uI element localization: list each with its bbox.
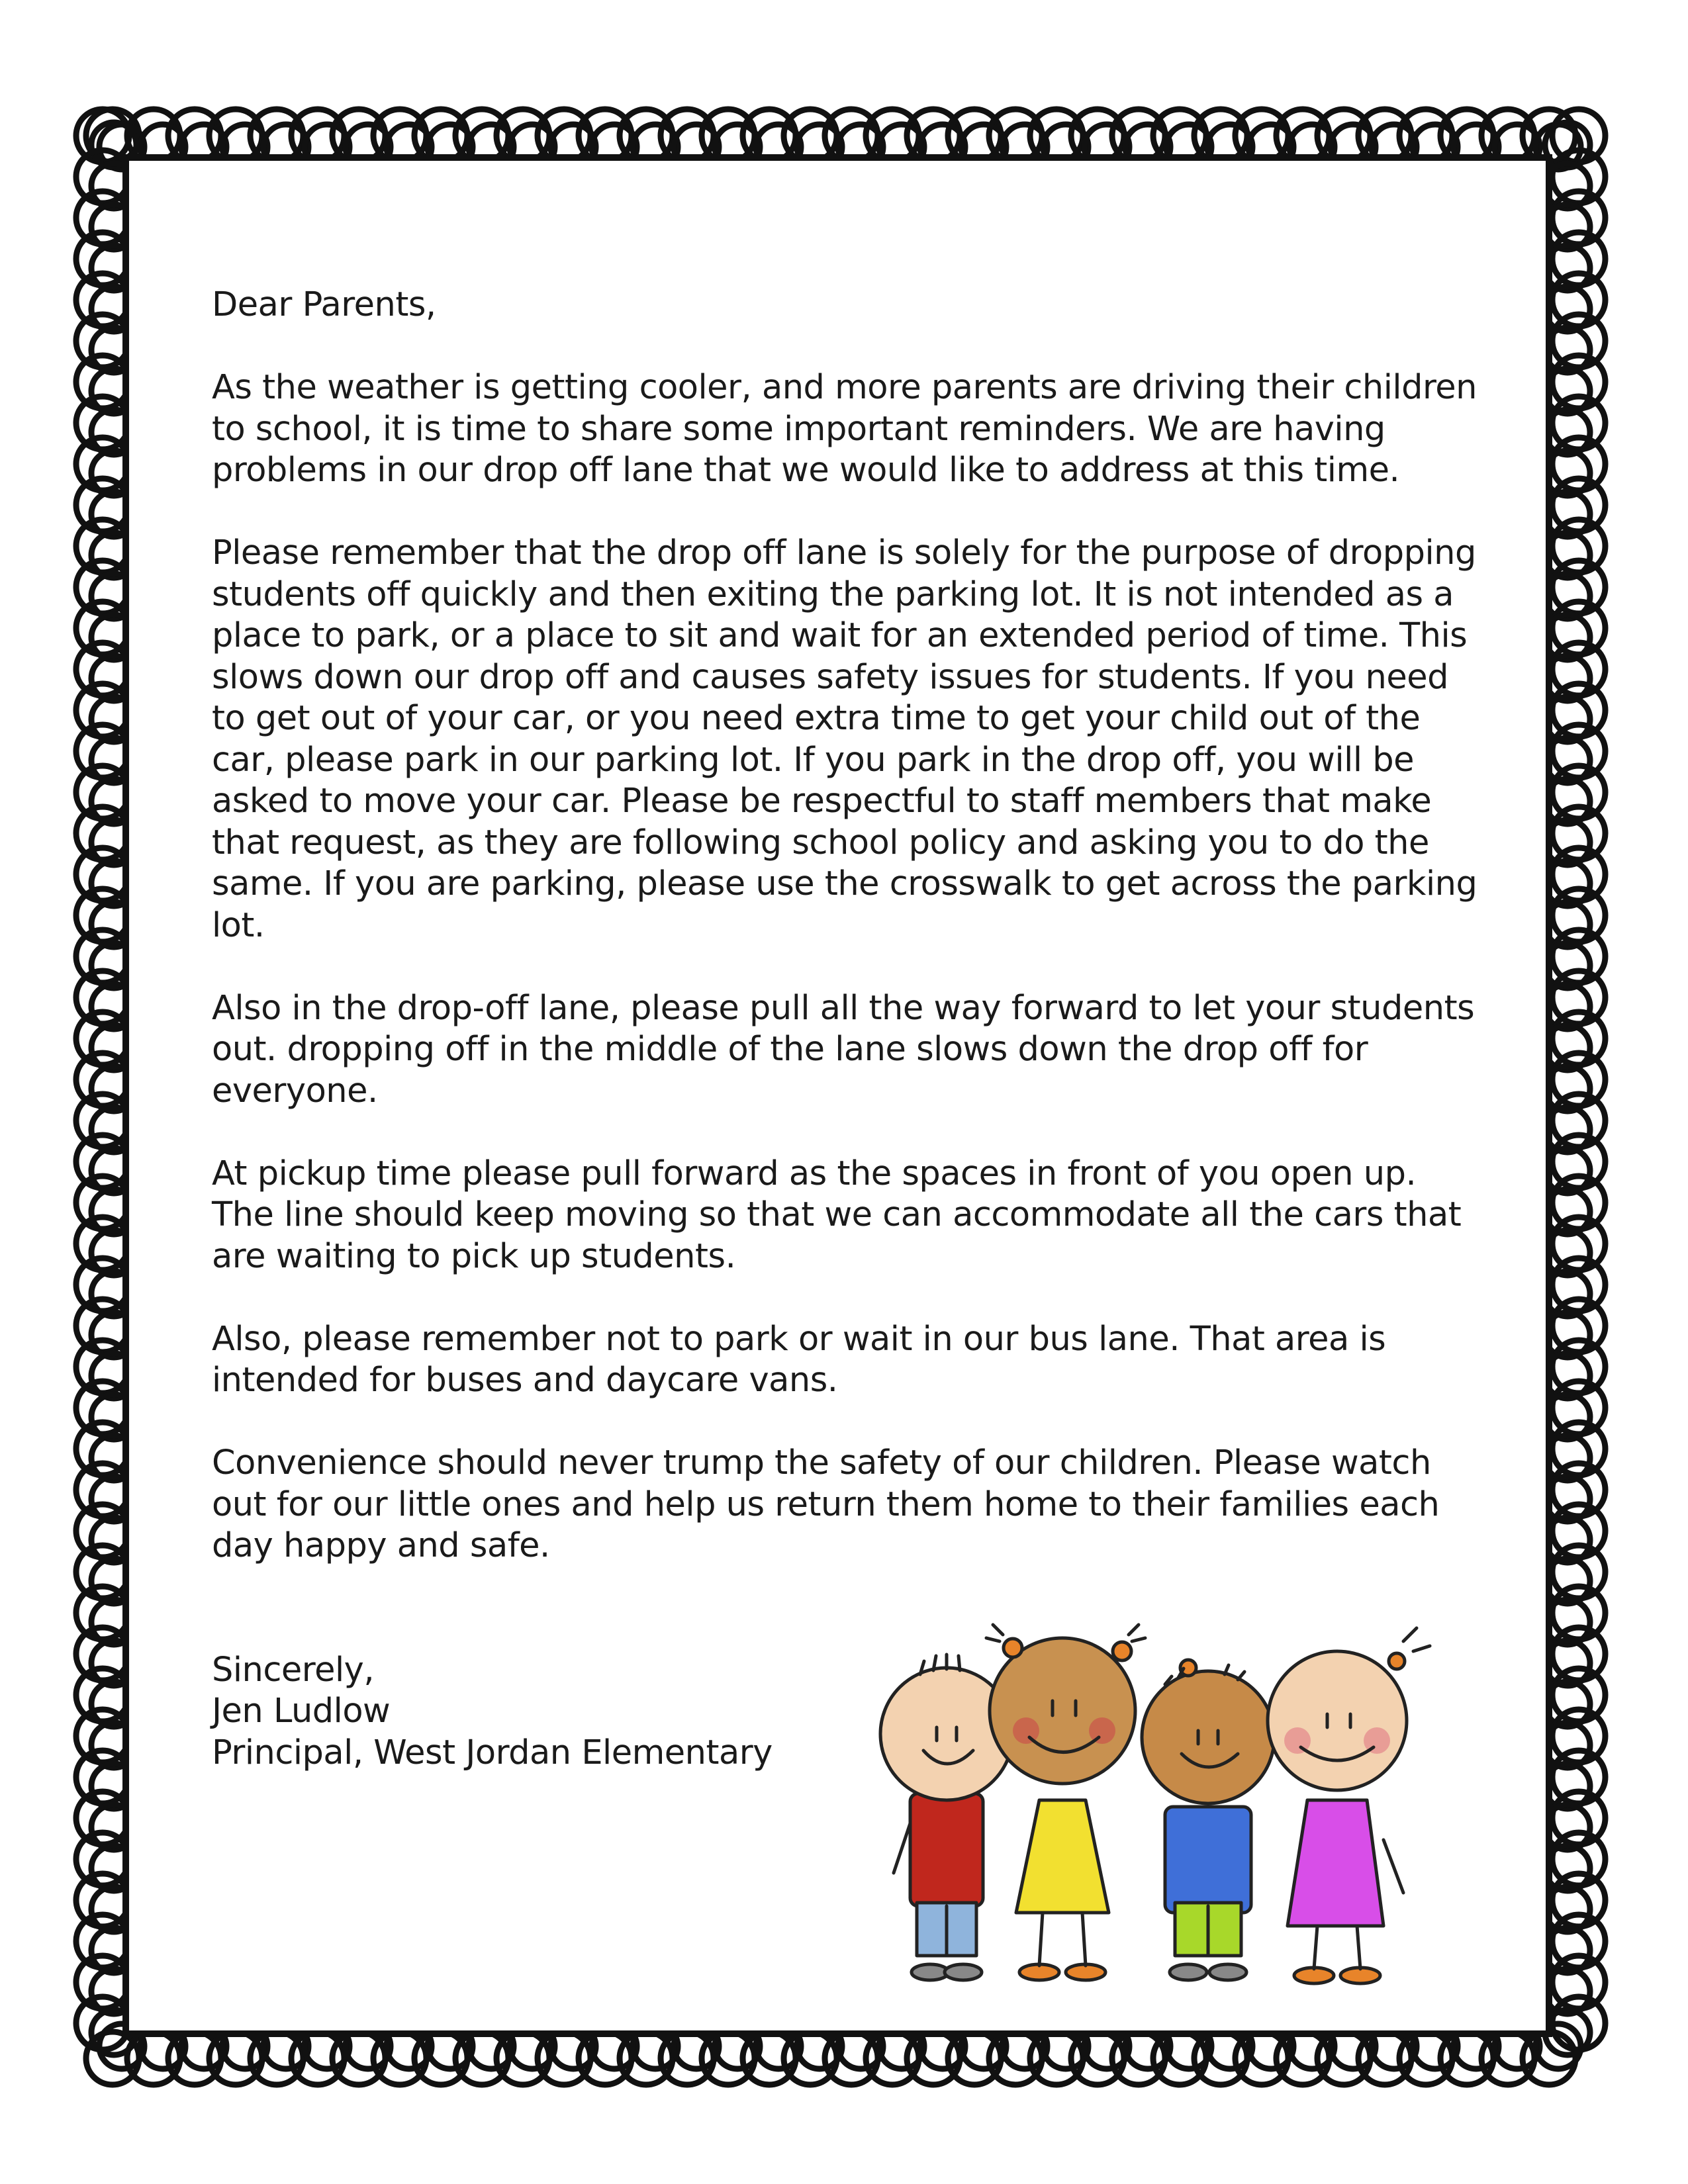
letter-body <box>212 285 1483 1774</box>
signer-name: Jen Ludlow <box>212 1692 391 1731</box>
paragraph-3: Also in the drop-off lane, please pull all the way forward to let your students out. dropping off in the middle of the lane slows down the drop off for everyone. <box>212 988 1475 1111</box>
paragraph-1: As the weather is getting cooler, and more parents are driving their children to school, it is time to share some important reminders. We are having problems in our drop off lane that we would like to address at this time. <box>212 368 1477 490</box>
paragraph-6: Convenience should never trump the safety of our children. Please watch out for our little ones and help us return them home to their families each day happy and safe. <box>212 1443 1440 1565</box>
closing: Sincerely, <box>212 1650 375 1690</box>
kid-blue-shirt <box>1142 1660 1274 1980</box>
paragraph-5: Also, please remember not to park or wait in our bus lane. That area is intended for buses and daycare vans. <box>212 1319 1386 1400</box>
four-kids-illustration <box>874 1602 1456 1999</box>
paragraph-4: At pickup time please pull forward as the spaces in front of you open up. The line should keep moving so that we can accommodate all the cars that are waiting to pick up students. <box>212 1154 1462 1276</box>
salutation: Dear Parents, <box>212 285 436 324</box>
kid-yellow-shirt <box>986 1625 1145 1980</box>
kid-purple-shirt <box>1268 1628 1430 1983</box>
paragraph-2: Please remember that the drop off lane is solely for the purpose of dropping students off quickly and then exiting the parking lot. It is not intended as a place to park, or a place to sit and wait for an extended period of time. This slows down our drop off and causes safety issues for students. If you need to get out of your car, or you need extra time to get your child out of the car, please park in our parking lot. If you park in the drop off, you will be asked to move your car. Please be respectful to staff members that make that request, as they are following school policy and asking you to do the same. If you are parking, please use the crosswalk to get across the parking lot. <box>212 533 1477 945</box>
signer-title: Principal, West Jordan Elementary <box>212 1733 773 1772</box>
